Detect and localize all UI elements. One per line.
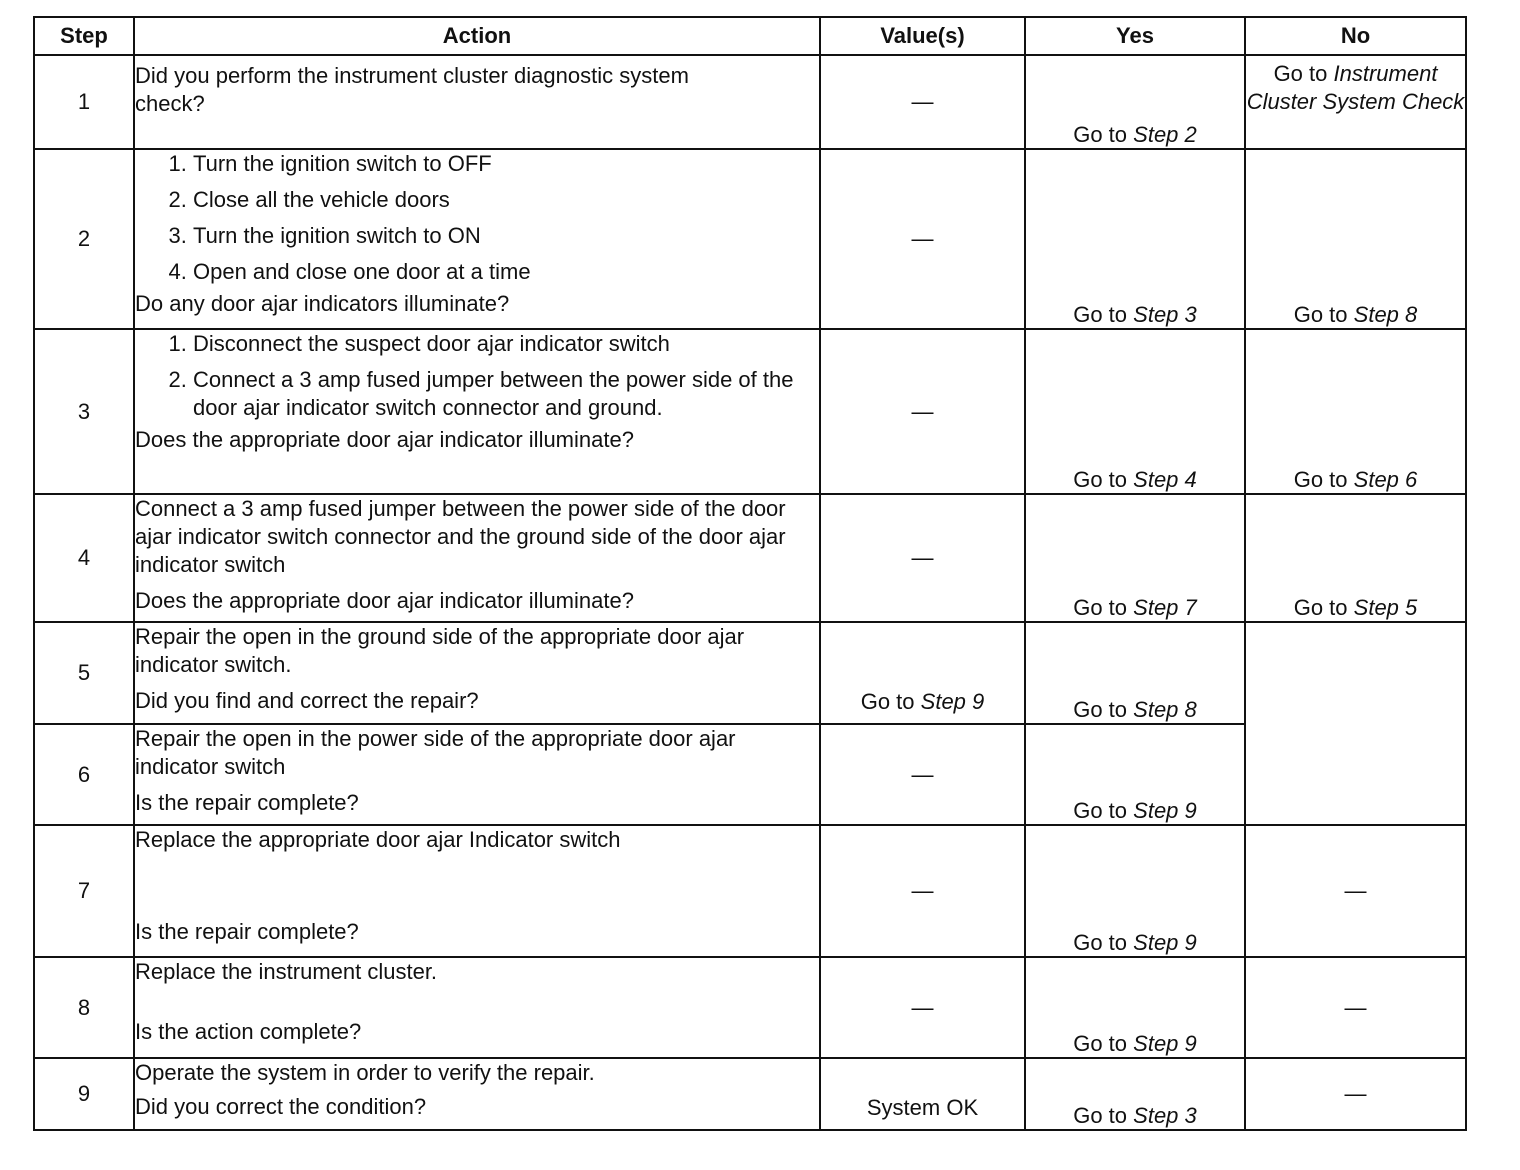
list-item: 2. Close all the vehicle doors: [193, 186, 819, 214]
header-values: Value(s): [820, 17, 1025, 55]
header-yes: Yes: [1025, 17, 1245, 55]
value-prefix: Go to: [860, 689, 915, 714]
action-cell: [134, 957, 820, 1058]
table-row: [34, 825, 1466, 957]
no-target: Step 5: [1353, 595, 1418, 620]
action-question: Do any door ajar indicators illuminate?: [135, 291, 510, 316]
list-item: 1. Turn the ignition switch to OFF: [193, 150, 819, 178]
action-question: Did you find and correct the repair?: [135, 688, 479, 713]
yes-cell: [1025, 622, 1245, 724]
action-text: Operate the system in order to verify the repair.: [135, 1060, 595, 1085]
yes-cell: [1025, 724, 1245, 825]
table-row: [34, 149, 1466, 329]
yes-target: Step 9: [1133, 798, 1197, 823]
action-question: Is the repair complete?: [135, 790, 359, 815]
yes-target: Step 3: [1133, 1103, 1197, 1128]
yes-prefix: Go to: [1073, 697, 1128, 722]
no-prefix: Go to: [1293, 595, 1348, 620]
yes-cell: [1025, 494, 1245, 622]
action-text: Connect a 3 amp fused jumper between the power side of the door ajar indicator switch connector and the ground side of the door ajar indicator switch: [135, 496, 786, 577]
action-cell: [134, 55, 820, 149]
yes-target: Step 3: [1133, 302, 1197, 327]
no-prefix: Go to: [1293, 467, 1348, 492]
no-target: Step 8: [1353, 302, 1418, 327]
value-cell: —: [820, 55, 1025, 149]
action-cell: [134, 149, 820, 329]
yes-cell: [1025, 1058, 1245, 1130]
value-cell: —: [820, 724, 1025, 825]
value-cell: —: [820, 329, 1025, 494]
header-step: Step: [34, 17, 134, 55]
yes-cell: [1025, 149, 1245, 329]
action-question: Is the action complete?: [135, 1019, 362, 1044]
table-row: [34, 957, 1466, 1058]
no-cell: —: [1245, 825, 1466, 957]
value-target: Step 9: [920, 689, 985, 714]
value-cell: —: [820, 494, 1025, 622]
yes-target: Step 8: [1133, 697, 1197, 722]
yes-target: Step 9: [1133, 1031, 1197, 1056]
action-question: Does the appropriate door ajar indicator illuminate?: [135, 427, 634, 452]
action-inner: [135, 958, 819, 1046]
action-question: Is the repair complete?: [135, 919, 359, 944]
list-item: 2. Connect a 3 amp fused jumper between the power side of the door ajar indicator switch connector and ground.: [193, 366, 819, 422]
yes-prefix: Go to: [1073, 467, 1128, 492]
step-number: 2: [34, 149, 134, 329]
no-prefix: Go to: [1273, 61, 1328, 86]
step-number: 7: [34, 825, 134, 957]
no-cell: [1245, 149, 1466, 329]
no-target: Step 6: [1353, 467, 1418, 492]
yes-cell: [1025, 825, 1245, 957]
no-cell: —: [1245, 957, 1466, 1058]
yes-prefix: Go to: [1073, 595, 1128, 620]
no-cell: [1245, 329, 1466, 494]
value-cell: System OK: [820, 1058, 1025, 1130]
substep-list: [135, 330, 819, 422]
action-text: Repair the open in the power side of the appropriate door ajar indicator switch: [135, 726, 736, 779]
yes-prefix: Go to: [1073, 798, 1128, 823]
action-cell: [134, 494, 820, 622]
yes-cell: [1025, 957, 1245, 1058]
yes-prefix: Go to: [1073, 122, 1128, 147]
action-text: Did you perform the instrument cluster diagnostic system check?: [135, 63, 689, 116]
value-cell: —: [820, 149, 1025, 329]
yes-prefix: Go to: [1073, 302, 1128, 327]
yes-cell: [1025, 55, 1245, 149]
yes-target: Step 9: [1133, 930, 1197, 955]
step-number: 5: [34, 622, 134, 724]
no-target: Instrument Cluster System Check: [1246, 61, 1465, 114]
step-number: 1: [34, 55, 134, 149]
table-row: [34, 1058, 1466, 1130]
table-row: [34, 622, 1466, 724]
diagnostic-table: [33, 16, 1467, 1131]
yes-target: Step 2: [1133, 122, 1197, 147]
header-row: [34, 17, 1466, 55]
no-cell: [1245, 622, 1466, 825]
step-number: 3: [34, 329, 134, 494]
yes-prefix: Go to: [1073, 1103, 1128, 1128]
action-inner: [135, 826, 819, 946]
action-question: Does the appropriate door ajar indicator illuminate?: [135, 588, 634, 613]
step-number: 9: [34, 1058, 134, 1130]
step-number: 6: [34, 724, 134, 825]
action-cell: [134, 825, 820, 957]
step-number: 8: [34, 957, 134, 1058]
yes-prefix: Go to: [1073, 930, 1128, 955]
yes-prefix: Go to: [1073, 1031, 1128, 1056]
yes-target: Step 7: [1133, 595, 1197, 620]
list-item: 4. Open and close one door at a time: [193, 258, 819, 286]
header-action: Action: [134, 17, 820, 55]
table-row: [34, 55, 1466, 149]
table-row: [34, 494, 1466, 622]
yes-target: Step 4: [1133, 467, 1197, 492]
list-item: 3. Turn the ignition switch to ON: [193, 222, 819, 250]
action-cell: [134, 724, 820, 825]
value-cell: —: [820, 957, 1025, 1058]
action-cell: [134, 622, 820, 724]
action-question: Did you correct the condition?: [135, 1094, 427, 1119]
no-cell: [1245, 55, 1466, 149]
substep-list: [135, 150, 819, 286]
value-cell: [820, 622, 1025, 724]
action-text: Replace the appropriate door ajar Indicator switch: [135, 827, 621, 852]
step-number: 4: [34, 494, 134, 622]
action-cell: [134, 329, 820, 494]
header-no: No: [1245, 17, 1466, 55]
value-cell: —: [820, 825, 1025, 957]
action-cell: [134, 1058, 820, 1130]
no-cell: [1245, 494, 1466, 622]
action-text: Replace the instrument cluster.: [135, 959, 438, 984]
action-text: Repair the open in the ground side of the appropriate door ajar indicator switch.: [135, 624, 745, 677]
list-item: 1. Disconnect the suspect door ajar indicator switch: [193, 330, 819, 358]
no-prefix: Go to: [1293, 302, 1348, 327]
no-cell: —: [1245, 1058, 1466, 1130]
table-row: [34, 329, 1466, 494]
yes-cell: [1025, 329, 1245, 494]
